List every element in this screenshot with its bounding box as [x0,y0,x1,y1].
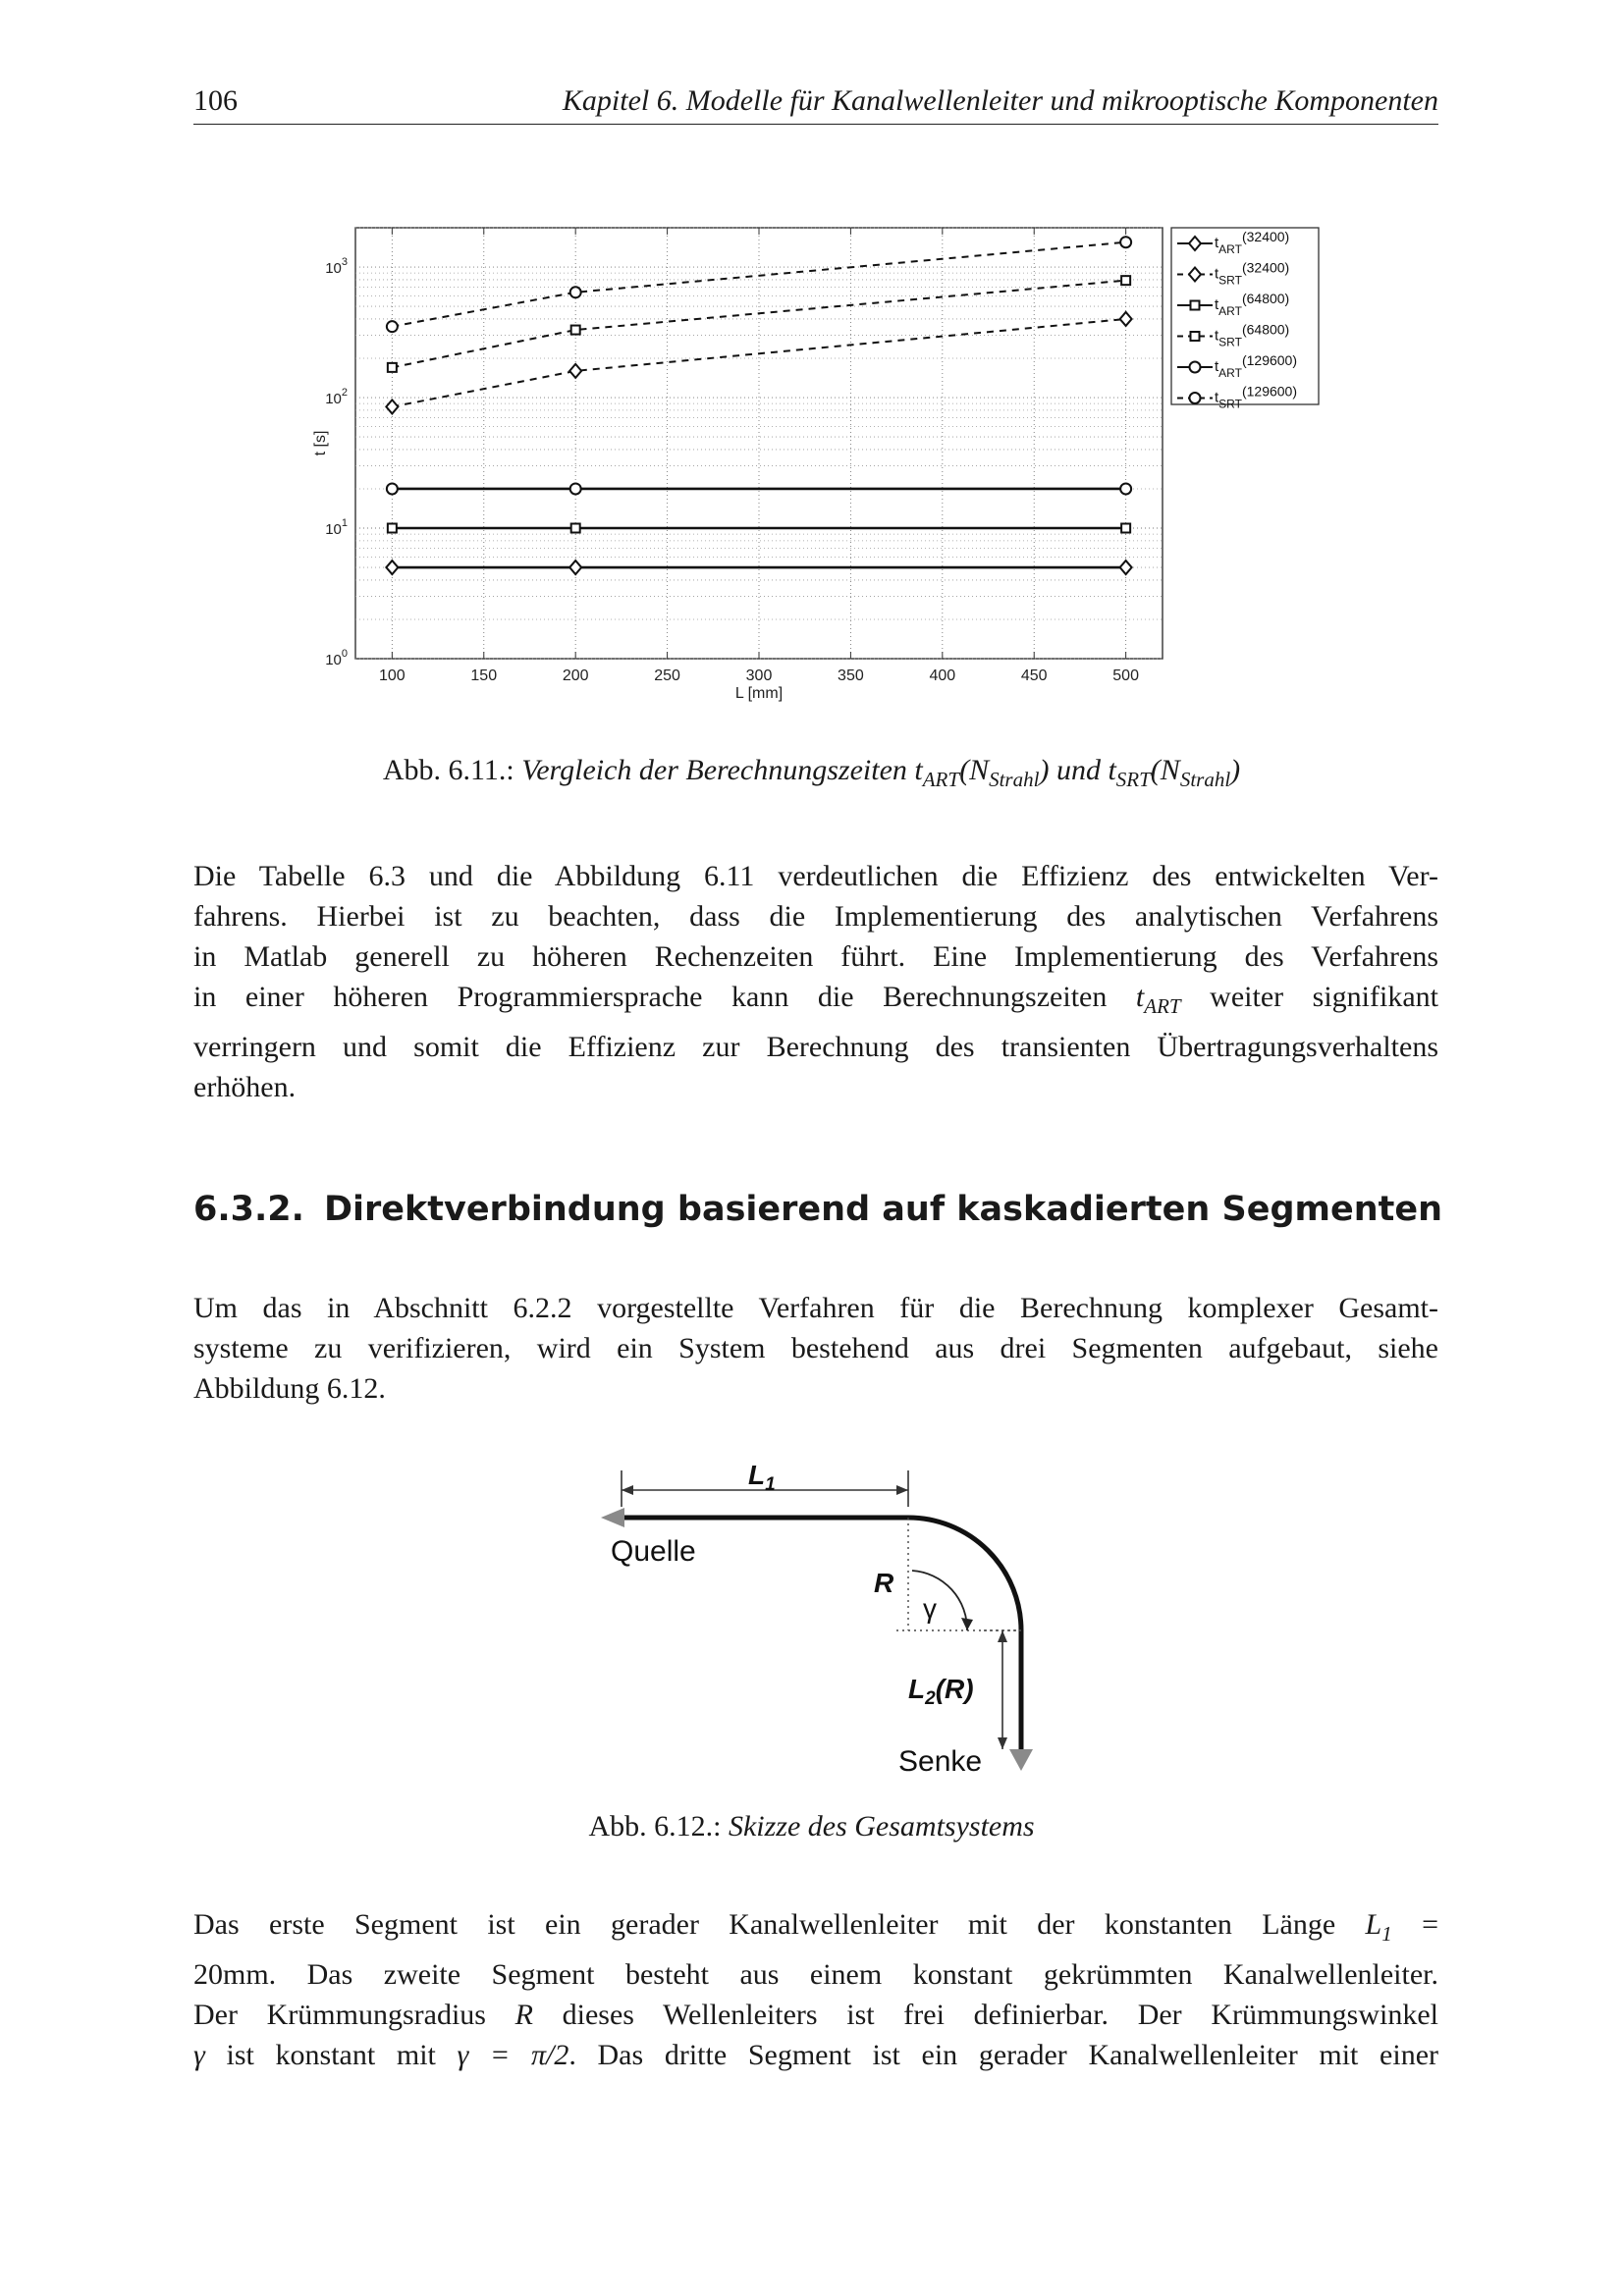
y-axis-label: t [s] [312,430,329,456]
paragraph-system: Um das in Abschnitt 6.2.2 vorgestellte Verfahren für die Berechnung komplexer Gesamt- systeme zu verifizieren, wird ein System bestehend aus drei Segmenten aufgebaut, siehe Abbildung 6.12. [193,1292,1438,1405]
data-point-5-0 [387,321,398,332]
paragraph-efficiency: Die Tabelle 6.3 und die Abbildung 6.11 verdeutlichen die Effizienz des entwickelten Ver- fahrens. Hierbei ist zu beachten, dass die Implementierung des analytischen Verfahrens in Matlab generell zu höheren Rechenzeiten führt. Eine Implementierung des Verfahrens in einer höheren Programmiersprache kann die Berechnungszeiten $t_{ART}$ weiter signifikant verringern und somit die Effizienz zur Berechnung des transienten Übertragungsverhaltens erhöhen. [193,860,1438,1103]
data-point-2-2 [1121,524,1130,533]
figure-6-11-caption: Abb. 6.11.: Vergleich der Berechnungszeiten $t_{ART}(N_{Strahl})$ und $t_{SRT}(N_{Strahl})$ [382,754,1241,791]
runtime-chart [0,0,1623,726]
x-tick-label: 200 [562,667,589,684]
y-tick-label: $10^1$ [325,517,348,539]
figure-6-12-caption: Abb. 6.12.: Skizze des Gesamtsystems [588,1810,1035,1842]
figure-6-12-label: Abb. 6.12.: [588,1810,722,1842]
legend-label-5: $t_{SRT}(129600)$ [1215,383,1298,411]
y-tick-label: $10^3$ [325,256,348,278]
gamma-arrow [961,1618,973,1630]
section-title: Direktverbindung basierend auf kaskadierten Segmenten [323,1190,1443,1229]
x-tick-label: 400 [929,667,956,684]
data-point-4-2 [1120,483,1131,494]
running-title: Kapitel 6. Modelle für Kanalwellenleiter und mikrooptische Komponenten [562,84,1438,117]
system-sketch [569,1443,1060,1787]
section-heading [193,1190,1462,1229]
y-tick-label: $10^0$ [325,648,348,668]
page-number: 106 [193,84,238,117]
figure-6-11-label: Abb. 6.11.: [382,754,514,786]
data-point-4-1 [570,483,581,494]
data-point-3-2 [1121,276,1130,285]
paragraph-segments: Das erste Segment ist ein gerader Kanalwellenleiter mit der konstanten Länge $L_1$ = 20mm. Das zweite Segment besteht aus einem konstant gekrümmten Kanalwellenleiter. Der Krümmungsradius R dieses Wellenleiters ist frei definierbar. Der Krümmungswinkel γ ist konstant mit γ = π/2. Das dritte Segment ist ein gerader Kanalwellenleiter mit einer [193,1908,1439,2071]
data-point-2-0 [388,524,397,533]
l2-label: $L_2(R)$ [908,1674,974,1709]
section-number: 6.3.2. [193,1190,304,1229]
legend-label-4: $t_{ART}(129600)$ [1215,352,1298,380]
legend-label-1: $t_{SRT}(32400)$ [1215,259,1290,288]
source-arrow [601,1508,624,1527]
x-axis-label: L [mm] [734,685,784,702]
sink-label: Senke [898,1745,983,1778]
x-tick-label: 100 [379,667,406,684]
x-tick-label: 350 [838,667,864,684]
x-tick-label: 450 [1020,667,1048,684]
l1-arrow-left [622,1485,633,1495]
data-point-5-1 [570,287,581,297]
plot-area [355,228,1163,659]
source-label: Quelle [611,1535,696,1568]
radius-label: R [874,1568,894,1598]
x-tick-label: 150 [470,667,498,684]
data-point-3-1 [571,326,580,335]
data-point-5-2 [1120,237,1131,247]
x-tick-label: 500 [1112,667,1139,684]
sink-arrow [1009,1749,1033,1771]
legend-label-0: $t_{ART}(32400)$ [1215,229,1290,256]
legend-marker-3 [1191,332,1200,341]
l1-label: $L_1$ [748,1460,776,1495]
y-tick-label: $10^2$ [325,387,348,408]
gamma-arc [912,1571,967,1630]
legend-label-2: $t_{ART}(64800)$ [1215,291,1290,318]
data-point-4-0 [387,483,398,494]
legend-label-3: $t_{SRT}(64800)$ [1215,321,1290,349]
legend-box [1171,228,1319,404]
data-point-3-0 [388,363,397,372]
gamma-label: γ [923,1593,937,1624]
legend-marker-5 [1190,393,1201,403]
legend-marker-4 [1190,362,1201,373]
x-tick-label: 250 [654,667,680,684]
l1-arrow-right [896,1485,908,1495]
legend-marker-2 [1191,301,1200,310]
x-tick-label: 300 [745,667,773,684]
data-point-2-1 [571,524,580,533]
